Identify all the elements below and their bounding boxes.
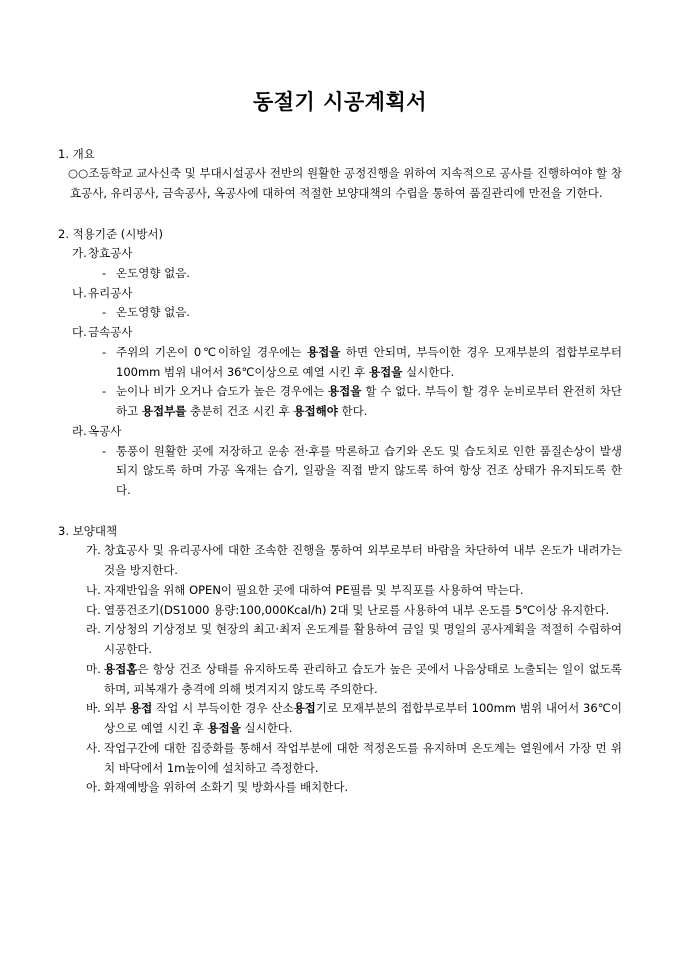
item-marker: -: [102, 443, 107, 458]
item-marker: -: [102, 305, 107, 320]
section-1-title: 개요: [72, 147, 95, 161]
item-text: 용접홈은 항상 건조 상태를 유지하도록 관리하고 습도가 높은 곳에서 나음상태로 노출되는 일이 없도록 하며, 피복재가 충격에 의해 벗겨지지 않도록 주의한다.: [104, 661, 622, 696]
section-1-heading: [58, 146, 622, 163]
item-marker: 가.: [86, 543, 101, 558]
item-marker: 마.: [86, 661, 101, 676]
item-marker: 사.: [86, 740, 101, 755]
section-2-items: [58, 244, 622, 501]
section-1-body: ○○조등학교 교사신죽 및 부대시설공사 전반의 원활한 공정진행을 위하여 지속적으로 공사를 진행하여야 할 창효공사, 유리공사, 금속공사, 옥공사에 대하여 적절한 보양대책의 수립을 통하여 품질관리에 만전을 기한다.: [68, 166, 622, 201]
list-item: [58, 323, 622, 343]
list-item: [58, 422, 622, 442]
item-marker: 라.: [72, 423, 87, 438]
list-item: [58, 541, 622, 581]
item-marker: 나.: [72, 285, 87, 300]
section-3-heading: [58, 523, 622, 540]
item-label: 금속공사: [88, 325, 133, 340]
section-overview: [58, 146, 622, 204]
item-text: 온도영향 없음.: [116, 305, 190, 320]
page-title: 동절기 시공계획서: [252, 90, 428, 114]
list-item: [58, 778, 622, 798]
item-text: 온도영향 없음.: [116, 265, 190, 280]
item-marker: 라.: [86, 622, 101, 637]
item-text: 창효공사 및 유리공사에 대한 조속한 진행을 통하여 외부로부터 바람을 차단하여 내부 온도가 내려가는 것을 방지한다.: [104, 543, 622, 577]
list-item: [58, 620, 622, 660]
section-protection-measures: [58, 523, 622, 798]
list-item: [58, 660, 622, 700]
list-item: [58, 343, 622, 383]
list-item: [58, 303, 622, 323]
item-marker: -: [102, 344, 107, 359]
item-marker: 다.: [72, 325, 87, 340]
item-label: 창효공사: [88, 246, 133, 261]
section-3-items: [58, 541, 622, 798]
list-item: [58, 581, 622, 601]
section-2-heading: [58, 226, 622, 243]
item-marker: 다.: [86, 602, 101, 617]
item-text: 눈이나 비가 오거나 습도가 높은 경우에는 용접을 할 수 없다. 부득이 할 경우 눈비로부터 완전히 차단하고 용접부를 충분히 건조 시킨 후 용접해야 한다.: [116, 384, 622, 419]
item-marker: 아.: [86, 780, 101, 795]
item-text: 기상청의 기상정보 및 현장의 최고·최저 온도계를 활용하여 금일 및 명일의 공사계획을 적절히 수립하여 시공한다.: [104, 622, 622, 657]
item-text: 외부 용접 작업 시 부득이한 경우 산소용접기로 모재부분의 접합부로부터 100mm 범위 내어서 36℃이상으로 예열 시킨 후 용접을 실시한다.: [104, 701, 622, 736]
section-2-title: 적용기준 (시방서): [72, 226, 164, 241]
list-item: [58, 264, 622, 284]
list-item: [58, 601, 622, 621]
item-text: 통풍이 원활한 곳에 저장하고 운송 전·후를 막론하고 습기와 온도 및 습도치로 인한 품질손상이 발생되지 않도록 하며 가공 옥재는 습기, 일광을 직접 받지 않도록 하여 항상 건조 상태가 유지되도록 한다.: [116, 443, 622, 498]
list-item: [58, 284, 622, 304]
item-label: 옥공사: [88, 423, 122, 438]
item-marker: -: [102, 384, 107, 399]
list-item: [58, 442, 622, 501]
item-text: 열풍건조기(DS1000 용량:100,000Kcal/h) 2대 및 난로를 사용하여 내부 온도를 5℃이상 유지한다.: [104, 602, 610, 617]
item-text: 화재예방을 위하여 소화기 및 방화사를 배치한다.: [104, 780, 349, 795]
item-marker: 나.: [86, 582, 101, 597]
section-standards: [58, 226, 622, 501]
item-text: 자재반입을 위해 OPEN이 필요한 곳에 대하여 PE필름 및 부직포를 사용하여 막는다.: [104, 582, 524, 597]
list-item: [58, 699, 622, 739]
section-1-number: 1.: [58, 147, 69, 161]
list-item: [58, 739, 622, 779]
item-marker: -: [102, 265, 107, 280]
item-label: 유리공사: [88, 285, 133, 300]
item-marker: 바.: [86, 701, 101, 716]
section-2-number: 2.: [58, 226, 69, 241]
section-3-title: 보양대책: [72, 523, 118, 538]
item-text: 주위의 기온이 0℃이하일 경우에는 용접을 하면 안되며, 부득이한 경우 모재부분의 접합부로부터 100mm 범위 내어서 36℃이상으로 예열 시킨 후 용접을 실시한다.: [116, 344, 622, 379]
list-item: [58, 382, 622, 422]
section-3-number: 3.: [58, 523, 69, 538]
list-item: [58, 244, 622, 264]
item-marker: 가.: [72, 246, 87, 261]
item-text: 작업구간에 대한 집중화를 통해서 작업부분에 대한 적정온도를 유지하며 온도계는 열원에서 가장 먼 위치 바닥에서 1m높이에 설치하고 즉정한다.: [104, 740, 622, 775]
